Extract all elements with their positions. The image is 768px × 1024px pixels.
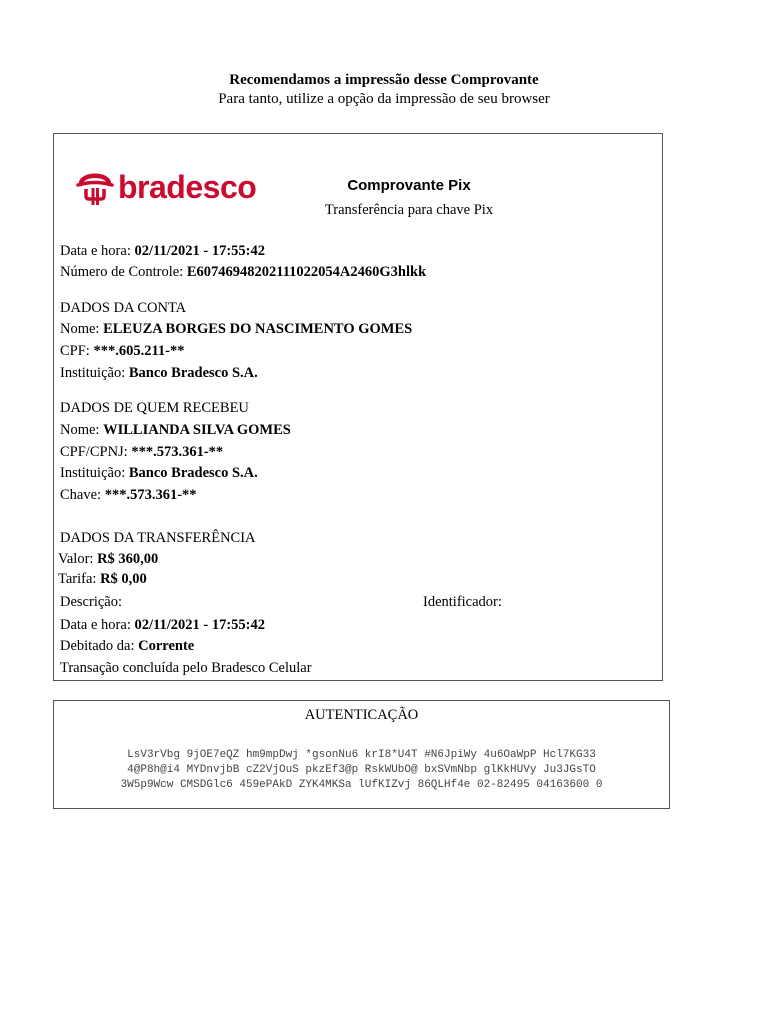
- transfer-debited-label: Debitado da:: [60, 638, 135, 654]
- authentication-title: AUTENTICAÇÃO: [304, 707, 419, 723]
- datetime-value: 02/11/2021 - 17:55:42: [134, 243, 265, 259]
- authentication-code-line: 4@P8h@i4 MYDnvjbB cZ2VjOuS pkzEf3@p RskWUbO@ bxSVmNbp glKkHUVy Ju3JGsTO: [127, 764, 596, 776]
- recipient-document-value: ***.573.361-**: [131, 444, 224, 460]
- authentication-code-line: LsV3rVbg 9jOE7eQZ hm9mpDwj *gsonNu6 krI8*U4T #N6JpiWy 4u6OaWpP Hcl7KG33: [127, 749, 596, 761]
- recipient-institution: [60, 465, 258, 482]
- recipient-name-value: WILLIANDA SILVA GOMES: [103, 422, 291, 438]
- control-number: [60, 264, 426, 281]
- recipient-pix-key: [60, 487, 197, 504]
- account-name-value: ELEUZA BORGES DO NASCIMENTO GOMES: [103, 321, 413, 337]
- transfer-debited-value: Corrente: [138, 638, 195, 654]
- receipt-title: Comprovante Pix: [347, 177, 471, 194]
- transfer-debited-account: [60, 638, 194, 655]
- account-institution: [60, 365, 258, 382]
- recipient-name-label: Nome:: [60, 422, 100, 438]
- transfer-completion-note: Transação concluída pelo Bradesco Celular: [60, 660, 312, 676]
- account-institution-value: Banco Bradesco S.A.: [128, 365, 258, 381]
- recipient-document: [60, 444, 223, 461]
- transfer-amount: [58, 551, 158, 568]
- transfer-identifier-label: Identificador:: [423, 594, 502, 610]
- recipient-pix-key-label: Chave:: [60, 487, 102, 503]
- transfer-description-label: Descrição:: [60, 594, 122, 610]
- recipient-name: [60, 422, 291, 439]
- authentication-box: [53, 700, 670, 809]
- bradesco-wordmark: bradesco: [118, 169, 257, 205]
- recipient-pix-key-value: ***.573.361-**: [104, 487, 197, 503]
- transfer-section-heading: DADOS DA TRANSFERÊNCIA: [60, 530, 256, 546]
- receipt-subtitle: Transferência para chave Pix: [324, 202, 494, 218]
- account-name: [60, 321, 412, 338]
- print-recommendation: Recomendamos a impressão desse Comprovante: [229, 72, 539, 88]
- account-cpf-label: CPF:: [60, 343, 90, 359]
- account-name-label: Nome:: [60, 321, 100, 337]
- account-institution-label: Instituição:: [60, 365, 126, 381]
- account-cpf: [60, 343, 185, 360]
- recipient-institution-label: Instituição:: [60, 465, 126, 481]
- transfer-datetime: [60, 617, 265, 634]
- receipt-datetime: [60, 243, 265, 260]
- control-number-label: Número de Controle:: [60, 264, 184, 280]
- transfer-amount-value: R$ 360,00: [97, 551, 159, 567]
- transfer-amount-label: Valor:: [58, 551, 94, 567]
- authentication-code-line: 3W5p9Wcw CMSDGlc6 459ePAkD ZYK4MKSa lUfKIZvj 86QLHf4e 02-82495 04163600 0: [120, 779, 603, 791]
- pix-receipt: [53, 133, 663, 681]
- bradesco-logo: [76, 167, 256, 207]
- authentication-code: [54, 748, 669, 793]
- control-number-value: E60746948202111022054A2460G3hlkk: [186, 264, 427, 280]
- transfer-datetime-value: 02/11/2021 - 17:55:42: [134, 617, 265, 633]
- recipient-institution-value: Banco Bradesco S.A.: [128, 465, 258, 481]
- account-cpf-value: ***.605.211-**: [93, 343, 185, 359]
- account-section-heading: DADOS DA CONTA: [60, 300, 187, 316]
- recipient-document-label: CPF/CPNJ:: [60, 444, 128, 460]
- transfer-datetime-label: Data e hora:: [60, 617, 131, 633]
- transfer-fee: [58, 571, 147, 588]
- transfer-fee-value: R$ 0,00: [100, 571, 147, 587]
- recipient-section-heading: DADOS DE QUEM RECEBEU: [60, 400, 249, 416]
- transfer-fee-label: Tarifa:: [58, 571, 97, 587]
- bradesco-tree-icon: [76, 167, 114, 207]
- print-instructions: Para tanto, utilize a opção da impressão de seu browser: [218, 91, 550, 107]
- print-notice: [0, 71, 768, 109]
- datetime-label: Data e hora:: [60, 243, 131, 259]
